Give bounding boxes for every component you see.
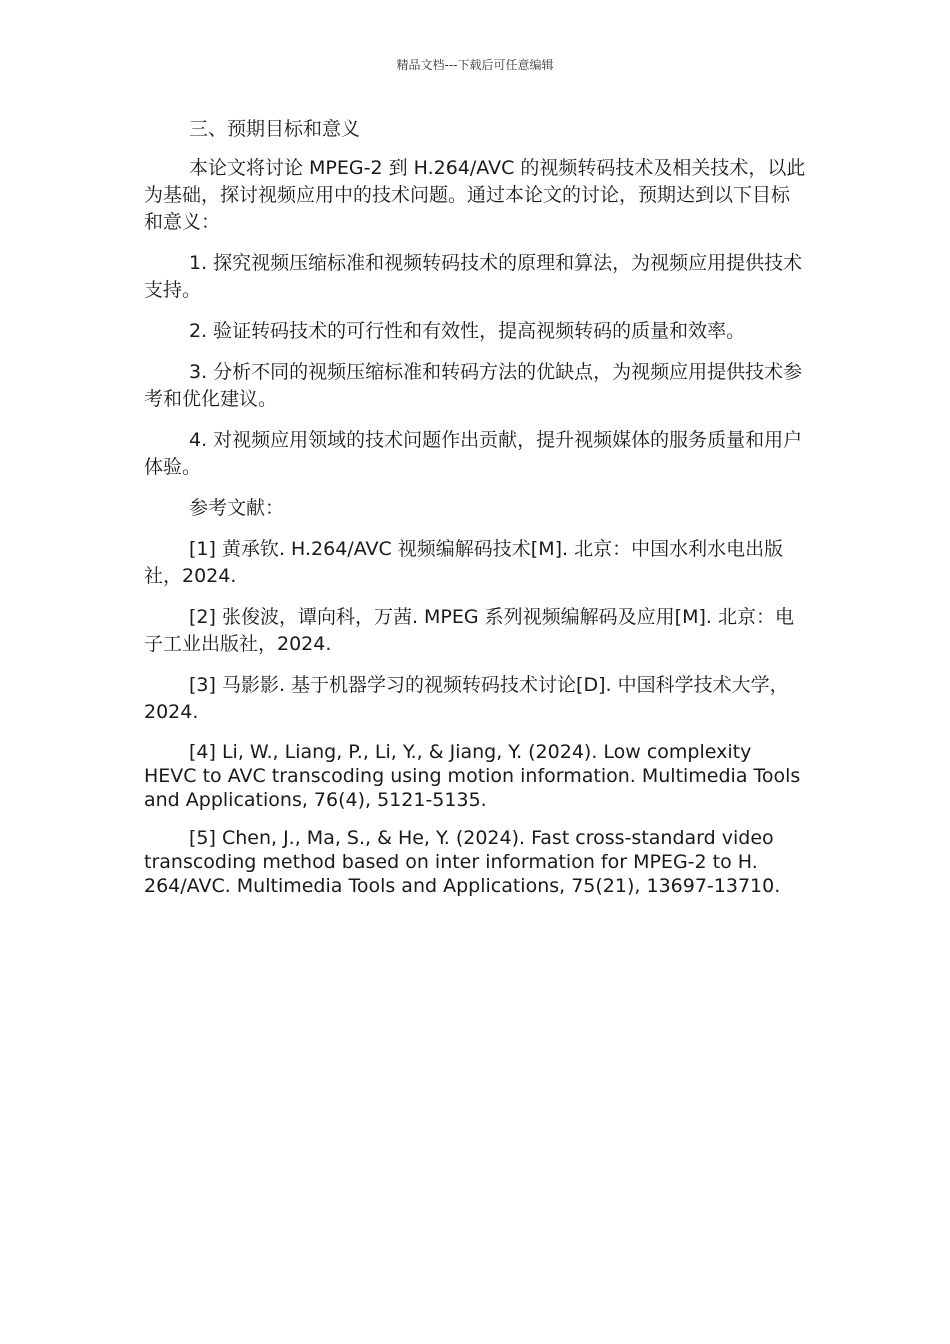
reference-item-1: [1] 黄承钦. H.264/AVC 视频编解码技术[M]. 北京：中国水利水电出版社，2024. bbox=[144, 538, 784, 587]
page-header: 精品文档---下载后可任意编辑 bbox=[396, 58, 554, 72]
document-body bbox=[144, 116, 806, 912]
reference-item-4: [4] Li, W., Liang, P., Li, Y., & Jiang, Y. (2024). Low complexity HEVC to AVC transcoding using motion information. Multimedia Tools and Applications, 76(4), 5121-5135. bbox=[144, 741, 801, 811]
section-title: 三、预期目标和意义 bbox=[189, 118, 361, 140]
reference-item-2: [2] 张俊波，谭向科，万茜. MPEG 系列视频编解码及应用[M]. 北京：电子工业出版社，2024. bbox=[144, 606, 794, 655]
goal-item-1: 1. 探究视频压缩标准和视频转码技术的原理和算法，为视频应用提供技术支持。 bbox=[144, 252, 803, 301]
intro-paragraph: 本论文将讨论 MPEG-2 到 H.264/AVC 的视频转码技术及相关技术，以此为基础，探讨视频应用中的技术问题。通过本论文的讨论，预期达到以下目标和意义： bbox=[144, 157, 806, 233]
references-title: 参考文献： bbox=[189, 497, 285, 519]
goal-item-4: 4. 对视频应用领域的技术问题作出贡献，提升视频媒体的服务质量和用户体验。 bbox=[144, 429, 803, 478]
reference-item-3: [3] 马影影. 基于机器学习的视频转码技术讨论[D]. 中国科学技术大学，2024. bbox=[144, 674, 789, 723]
goal-item-2: 2. 验证转码技术的可行性和有效性，提高视频转码的质量和效率。 bbox=[189, 320, 746, 342]
goal-item-3: 3. 分析不同的视频压缩标准和转码方法的优缺点，为视频应用提供技术参考和优化建议。 bbox=[144, 361, 803, 410]
reference-item-5: [5] Chen, J., Ma, S., & He, Y. (2024). Fast cross-standard video transcoding method based on inter information for MPEG-2 to H. 264/AVC. Multimedia Tools and Applications, 75(21), 13697-13710. bbox=[144, 827, 781, 897]
